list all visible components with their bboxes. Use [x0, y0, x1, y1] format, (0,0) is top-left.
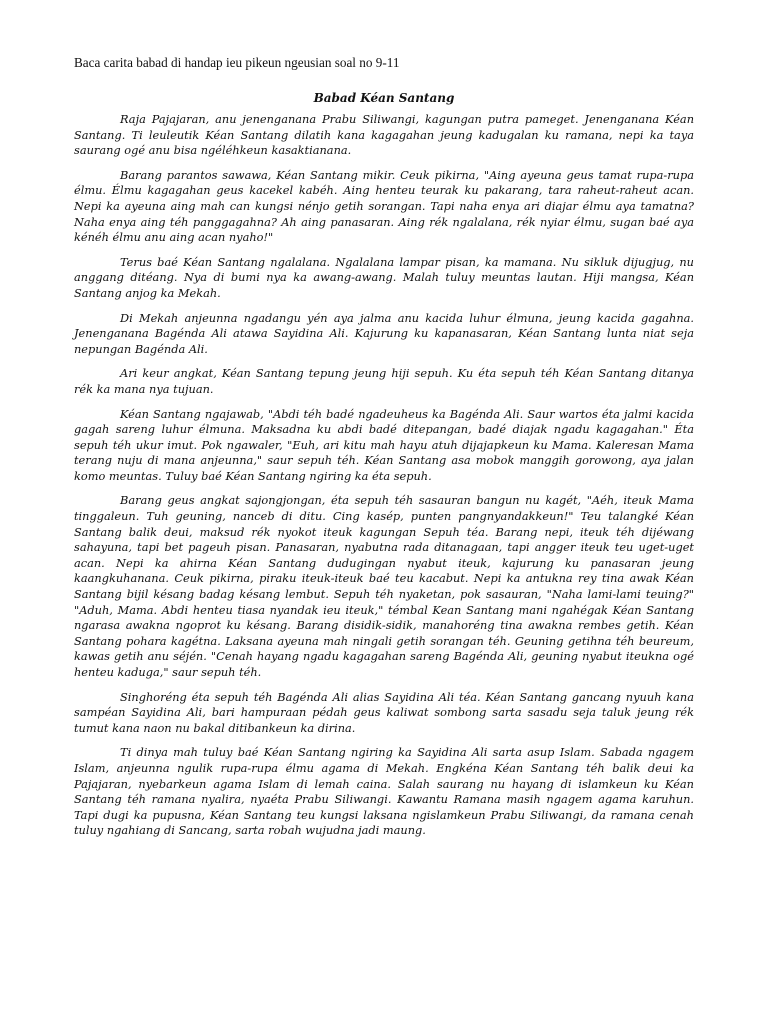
story-paragraph-1: Raja Pajajaran, anu jenenganana Prabu Siliwangi, kagungan putra pameget. Jenenganana Kéan Santang. Ti leuleutik Kéan Santang dilatih kana kagagahan jeung kadugalan ku ramana, nepi ka taya saurang ogé anu bisa ngéléhkeun kasaktianana. [74, 112, 694, 158]
story-paragraph-5: Ari keur angkat, Kéan Santang tepung jeung hiji sepuh. Ku éta sepuh téh Kéan Santang ditanya rék ka mana nya tujuan. [74, 366, 694, 396]
story-paragraph-4: Di Mekah anjeunna ngadangu yén aya jalma anu kacida luhur élmuna, jeung kacida gagahna. Jenenganana Bagénda Ali atawa Sayidina Ali. Kajurung ku kapanasaran, Kéan Santang lunta niat seja nepungan Bagénda Ali. [74, 310, 694, 356]
document-page [74, 55, 694, 848]
story-paragraph-7: Barang geus angkat sajongjongan, éta sepuh téh sasauran bangun nu kagét, "Aéh, iteuk Mama tinggaleun. Tuh geuning, nanceb di ditu. Cing kasép, punten pangnyandakkeun!" Teu talangké Kéan Santang balik deui, maksud rék nyokot iteuk kagungan Sepuh téa. Barang nepi, iteuk téh dijéwang sahayuna, tapi bet pageuh pisan. Panasaran, nyabutna rada ditanagaan, tapi angger iteuk teu uget-uget acan. Nepi ka ahirna Kéan Santang dudugingan nyabut iteuk, kajurung ku panasaran jeung kaangkuhanana. Ceuk pikirna, piraku iteuk-iteuk baé teu kacabut. Nepi ka antukna rey tina awak Kéan Santang bijil késang badag késang lembut. Sepuh téh nyaketan, pok sasauran, "Naha lami-lami teuing?" "Aduh, Mama. Abdi henteu tiasa nyandak ieu iteuk," témbal Kean Santang mani ngahégak Kéan Santang ngarasa awakna ngoprot ku késang. Barang disidik-sidik, manahoréng tina awakna rembes getih. Kéan Santang pohara kagétna. Laksana ayeuna mah ningali getih sorangan téh. Geuning getihna téh beureum, kawas getih anu séjén. "Cenah hayang ngadu kagagahan sareng Bagénda Ali, geuning nyabut iteukna ogé henteu kaduga," saur sepuh téh. [74, 493, 694, 679]
instruction-text: Baca carita babad di handap ieu pikeun ngeusian soal no 9-11 [74, 55, 400, 70]
story-title: Babad Kéan Santang [313, 91, 455, 105]
story-paragraph-3: Terus baé Kéan Santang ngalalana. Ngalalana lampar pisan, ka mamana. Nu sikluk dijugjug, nu anggang ditéang. Nya di bumi nya ka awang-awang. Malah tuluy meuntas lautan. Hiji mangsa, Kéan Santang anjog ka Mekah. [74, 254, 694, 300]
story-paragraph-6: Kéan Santang ngajawab, "Abdi téh badé ngadeuheus ka Bagénda Ali. Saur wartos éta jalmi kacida gagah sareng luhur élmuna. Maksadna ku abdi badé ditepangan, badé diajak ngadu kagagahan." Éta sepuh téh ukur imut. Pok ngawaler, "Euh, ari kitu mah hayu atuh dijajapkeun ku Mama. Kaleresan Mama terang nuju di mana anjeunna," saur sepuh téh. Kéan Santang asa mobok manggih gorowong, aya jalan komo meuntas. Tuluy baé Kéan Santang ngiring ka éta sepuh. [74, 406, 694, 483]
story-paragraph-2: Barang parantos sawawa, Kéan Santang mikir. Ceuk pikirna, "Aing ayeuna geus tamat rupa-rupa élmu. Élmu kagagahan geus kacekel kabéh. Aing henteu teurak ku pakarang, tara raheut-raheut acan. Nepi ka ayeuna aing mah can kungsi nénjo getih sorangan. Tapi naha enya ari diajar élmu aya tamatna? Naha enya aing téh panggagahna? Ah aing panasaran. Aing rék ngalalana, rék nyiar élmu, sugan baé aya kénéh élmu anu aing acan nyaho!" [74, 167, 694, 245]
story-paragraph-9: Ti dinya mah tuluy baé Kéan Santang ngiring ka Sayidina Ali sarta asup Islam. Sabada ngagem Islam, anjeunna ngulik rupa-rupa élmu agama di Mekah. Engkéna Kéan Santang téh balik deui ka Pajajaran, nyebarkeun agama Islam di lemah caina. Salah saurang nu hayang di islamkeun ku Kéan Santang téh ramana nyalira, nyaéta Prabu Siliwangi. Kawantu Ramana masih ngagem agama karuhun. Tapi dugi ka pupusna, Kéan Santang teu kungsi laksana ngislamkeun Prabu Siliwangi, da ramana cenah tuluy ngahiang di Sancang, sarta robah wujudna jadi maung. [74, 745, 694, 838]
story-paragraph-8: Singhoréng éta sepuh téh Bagénda Ali alias Sayidina Ali téa. Kéan Santang gancang nyuuh kana sampéan Sayidina Ali, bari hampuraan pédah geus kaliwat sombong sarta sasadu seja taluk jeung rék tumut kana naon nu bakal ditibankeun ka dirina. [74, 689, 694, 735]
